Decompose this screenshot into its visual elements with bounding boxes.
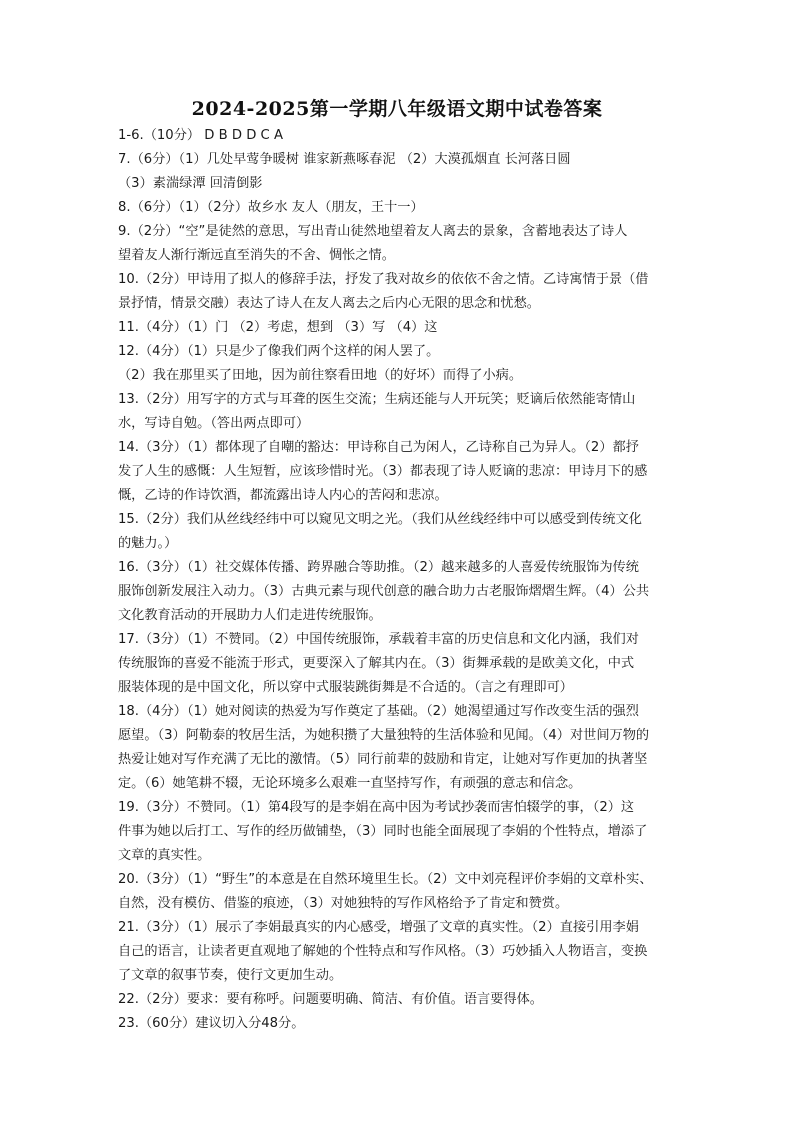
answer-line: 景抒情，情景交融）表达了诗人在友人离去之后内心无限的思念和忧愁。 bbox=[118, 296, 540, 311]
answer-line: 文化教育活动的开展助力人们走进传统服饰。 bbox=[118, 608, 382, 623]
answer-line: 20.（3分）（1）“野生”的本意是在自然环境里生长。（2）文中刘亮程评价李娟的文章朴实、 bbox=[118, 872, 653, 887]
answer-line: 1-6.（10分） D B D D C A bbox=[118, 128, 283, 143]
answer-line: 服装体现的是中国文化，所以穿中式服装跳街舞是不合适的。（言之有理即可） bbox=[118, 680, 573, 695]
answer-line: 望着友人渐行渐远直至消失的不舍、惆怅之情。 bbox=[118, 248, 395, 263]
answer-line: 22.（2分）要求：要有称呼。问题要明确、简洁、有价值。语言要得体。 bbox=[118, 992, 543, 1007]
answer-line: 自己的语言，让读者更直观地了解她的个性特点和写作风格。（3）巧妙插入人物语言，变换 bbox=[118, 944, 648, 959]
answer-line: 18.（4分）（1）她对阅读的热爱为写作奠定了基础。（2）她渴望通过写作改变生活的强烈 bbox=[118, 704, 639, 719]
answer-line: 21.（3分）（1）展示了李娟最真实的内心感受，增强了文章的真实性。（2）直接引用李娟 bbox=[118, 920, 639, 935]
answer-line: 13.（2分）用写字的方式与耳聋的医生交流；生病还能与人开玩笑；贬谪后依然能寄情山 bbox=[118, 392, 636, 407]
answer-line: 热爱让她对写作充满了无比的激情。（5）同行前辈的鼓励和肯定，让她对写作更加的执著坚 bbox=[118, 752, 648, 767]
answer-line: 发了人生的感慨：人生短暂，应该珍惜时光。（3）都表现了诗人贬谪的悲凉：甲诗月下的感 bbox=[118, 464, 648, 479]
answer-body bbox=[118, 124, 678, 1036]
answer-line: 了文章的叙事节奏，使行文更加生动。 bbox=[118, 968, 343, 983]
answer-line: 12.（4分）（1）只是少了像我们两个这样的闲人罢了。 bbox=[118, 344, 440, 359]
answer-line: 慨，乙诗的作诗饮酒，都流露出诗人内心的苦闷和悲凉。 bbox=[118, 488, 448, 503]
answer-line: 件事为她以后打工、写作的经历做铺垫，（3）同时也能全面展现了李娟的个性特点，增添了 bbox=[118, 824, 648, 839]
answer-line: 19.（3分）不赞同。（1）第4段写的是李娟在高中因为考试抄袭而害怕辍学的事，（2）这 bbox=[118, 800, 635, 815]
answer-line: 10.（2分）甲诗用了拟人的修辞手法，抒发了我对故乡的依依不舍之情。乙诗寓情于景（借 bbox=[118, 272, 649, 287]
answer-line: 16.（3分）（1）社交媒体传播、跨界融合等助推。（2）越来越多的人喜爱传统服饰为传统 bbox=[118, 560, 639, 575]
answer-line: 的魅力。） bbox=[118, 536, 178, 551]
answer-line: 23.（60分）建议切入分48分。 bbox=[118, 1016, 305, 1031]
answer-line: （3）素湍绿潭 回清倒影 bbox=[118, 176, 263, 191]
answer-line: 15.（2分）我们从丝线经纬中可以窥见文明之光。（我们从丝线经纬中可以感受到传统文化 bbox=[118, 512, 642, 527]
answer-line: 水，写诗自勉。（答出两点即可） bbox=[118, 416, 310, 431]
answer-line: 自然，没有模仿、借鉴的痕迹，（3）对她独特的写作风格给予了肯定和赞赏。 bbox=[118, 896, 569, 911]
answer-line: 定。（6）她笔耕不辍，无论环境多么艰难一直坚持写作，有顽强的意志和信念。 bbox=[118, 776, 582, 791]
answer-line: 14.（3分）（1）都体现了自嘲的豁达：甲诗称自己为闲人，乙诗称自己为异人。（2）都抒 bbox=[118, 440, 639, 455]
answer-line: 9.（2分）“空”是徒然的意思，写出青山徒然地望着友人离去的景象，含蓄地表达了诗人 bbox=[118, 224, 628, 239]
answer-line: 文章的真实性。 bbox=[118, 848, 211, 863]
answer-line: 17.（3分）（1）不赞同。（2）中国传统服饰，承载着丰富的历史信息和文化内涵，我们对 bbox=[118, 632, 639, 647]
answer-line: 服饰创新发展注入动力。（3）古典元素与现代创意的融合助力古老服饰熠熠生辉。（4）公共 bbox=[118, 584, 650, 599]
answer-line: 8.（6分）（1）（2分）故乡水 友人（朋友，王十一） bbox=[118, 200, 424, 215]
answer-line: 愿望。（3）阿勒泰的牧居生活，为她积攒了大量独特的生活体验和见闻。（4）对世间万物的 bbox=[118, 728, 650, 743]
document-title: 2024-2025第一学期八年级语文期中试卷答案 bbox=[191, 98, 603, 120]
answer-line: 传统服饰的喜爱不能流于形式，更要深入了解其内在。（3）街舞承载的是欧美文化，中式 bbox=[118, 656, 635, 671]
answer-line: 7.（6分）（1）几处早莺争暖树 谁家新燕啄春泥 （2）大漠孤烟直 长河落日圆 bbox=[118, 152, 571, 167]
answer-line: 11.（4分）（1）门 （2）考虑，想到 （3）写 （4）这 bbox=[118, 320, 438, 335]
answer-line: （2）我在那里买了田地，因为前往察看田地（的好坏）而得了小病。 bbox=[118, 368, 523, 383]
